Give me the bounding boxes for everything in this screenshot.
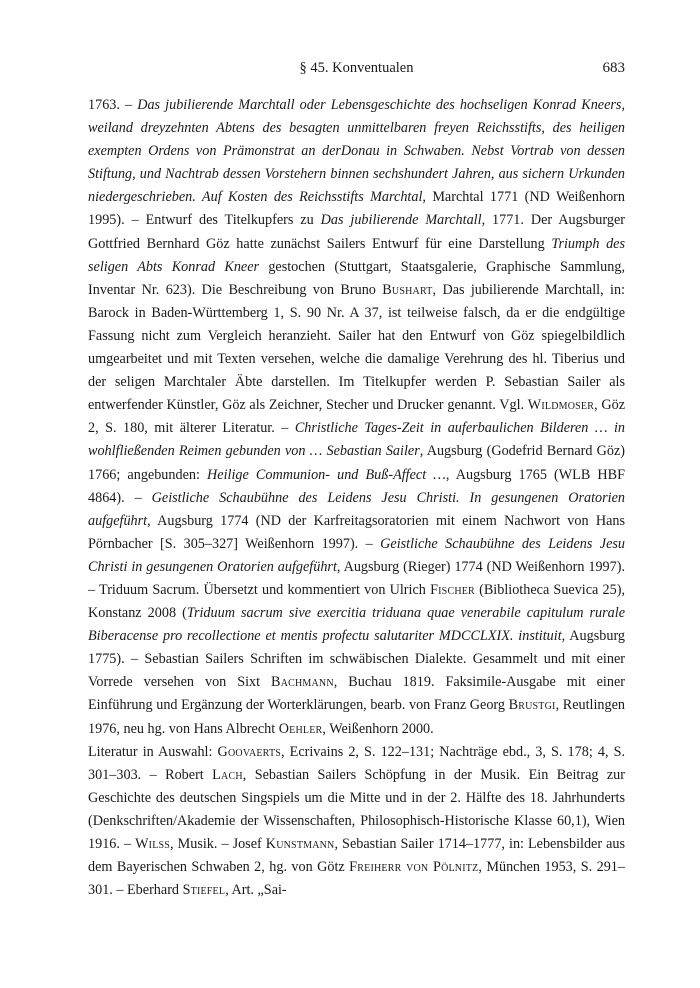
author-name: Kunstmann [265,836,335,852]
text-run: , Buchau 1819. Faksimile-Ausgabe mit einer Einführung und Ergänzung der Worterklärungen, bearb. von Franz Georg [88,674,625,714]
text-run: 1763. – [88,97,138,113]
author-name: Fischer [430,581,475,598]
running-title: § 45. Konventualen [299,60,414,76]
italic-title: Das jubilierende Marchtall [320,212,482,229]
book-page [88,0,625,902]
text-run: , Augsburg (Rieger) 1774 (ND Weißenhorn 1997). – Triduum Sacrum. Übersetzt und kommentiert von Ulrich [88,558,625,598]
text-run: , Göz 2, S. 180, mit älterer Literatur. – [88,397,625,437]
author-name: Bachmann [271,674,334,691]
body-text [88,94,625,902]
author-name: Freiherr von Pölnitz [349,859,479,876]
italic-title: Christliche Tages-Zeit in auferbaulichen Bilderen … in wohlfließenden Reimen gebunden von … Sebastian Sailer [88,420,625,460]
text-run: , Augsburg 1775). – Sebastian Sailers Schriften im schwäbischen Dialekte. Gesammelt und mit einer Vorrede versehen von Sixt [88,628,626,691]
author-name: Brustgi [508,697,556,714]
italic-title: Heilige Communion- und Buß-Affect … [207,466,446,483]
italic-title: Triduum sacrum sive exercitia triduana quae venerabile capitulum rurale Biberacense pro recollectione et mentis profectu salutariter MDCCLXIX. instituit [88,605,625,645]
text-run: , Augsburg (Godefrid Bernard Göz) 1766; angebunden: [88,443,625,483]
text-run: , Augsburg 1765 (WLB HBF 4864). – [88,466,625,506]
text-run: gestochen (Stuttgart, Staatsgalerie, Graphische Sammlung, Inventar Nr. 623). Die Beschreibung von Bruno [88,258,626,298]
text-run: , Musik. – Josef [170,836,266,852]
author-name: Wildmoser [527,397,595,414]
italic-title: Geistliche Schaubühne des Leidens Jesu Christi. In gesungenen Oratorien aufgeführt [88,489,625,529]
text-run: , Weißenhorn 2000. [322,720,434,737]
text-run: , Augsburg 1774 (ND der Karfreitagsoratorien mit einem Nachwort von Hans Pörnbacher [S. 305–327] Weißenhorn 1997). – [88,512,625,552]
running-head [88,60,625,84]
text-run: , Art. „Sai- [225,882,287,899]
text-run: (Bibliotheca Suevica 25), Konstanz 2008 ( [88,581,625,622]
author-name: Bushart [382,281,433,298]
text-run: , Das jubilierende Marchtall, in: Barock in Baden-Württemberg 1, S. 90 Nr. A 37, ist teilweise falsch, da er die endgültige Fassung nicht zum Vergleich heranzieht. Sailer hat den Entwurf von Göz spiegelbildlich umgearbeitet und mit Texten versehen, welche die damalige Verehrung des hl. Tiberius und der seligen Marchtaler Äbte darstellen. Im Titelkupfer werden P. Sebastian Sailer als entwerfender Künstler, Göz als Zeichner, Stecher und Drucker genannt. Vgl. [88,281,625,414]
text-run: , Reutlingen 1976, neu hg. von Hans Albrecht [88,697,625,737]
text-run: Literatur in Auswahl: [88,743,218,760]
text-run: , Sebastian Sailers Schöpfung in der Musik. Ein Beitrag zur Geschichte des deutschen Singspiels um die Mitte und in der 2. Hälfte des 18. Jahrhunderts (Denkschriften/Akademie der Wissenschaften, Philosophisch-Historische Klasse 60,1), Wien 1916. – [88,766,625,852]
text-run: , Marchtal 1771 (ND Weißenhorn 1995). – Entwurf des Titelkupfers zu [88,189,625,229]
italic-title: Geistliche Schaubühne des Leidens Jesu Christi in gesungenen Oratorien aufgeführt [88,535,625,575]
paragraph [88,741,625,903]
author-name: Oehler [278,720,323,737]
text-run: , 1771. Der Augsburger Gottfried Bernhard Göz hatte zunächst Sailers Entwurf für eine Darstellung [88,212,625,252]
italic-title: Triumph des seligen Abts Konrad Kneer [88,235,625,275]
text-run: , München 1953, S. 291–301. – Eberhard [88,859,625,899]
text-run: , Ecrivains 2, S. 122–131; Nachträge ebd., 3, S. 178; 4, S. 301–303. – Robert [88,743,626,783]
author-name: Goovaerts [217,743,282,760]
text-run: , Sebastian Sailer 1714–1777, in: Lebensbilder aus dem Bayerischen Schwaben 2, hg. von Götz [88,836,626,876]
page-number: 683 [602,60,625,76]
author-name: Lach [212,766,243,783]
paragraph [88,94,625,741]
italic-title: Das jubilierende Marchtall oder Lebensgeschichte des hochseligen Konrad Kneers, weiland dreyzehnten Abtens des besagten unmittelbaren freyen Reichsstifts, des heiligen exempten Ordens von Prämonstrat an derDonau in Schwaben. Nebst Vortrab von dessen Stiftung, und Nachtrab dessen Vorstehern binnen sechshundert Jahren, aus sichern Urkunden niedergeschrieben. Auf Kosten des Reichsstifts Marchtal [88,97,625,206]
author-name: Stiefel [182,882,226,899]
author-name: Wilss [135,836,171,852]
